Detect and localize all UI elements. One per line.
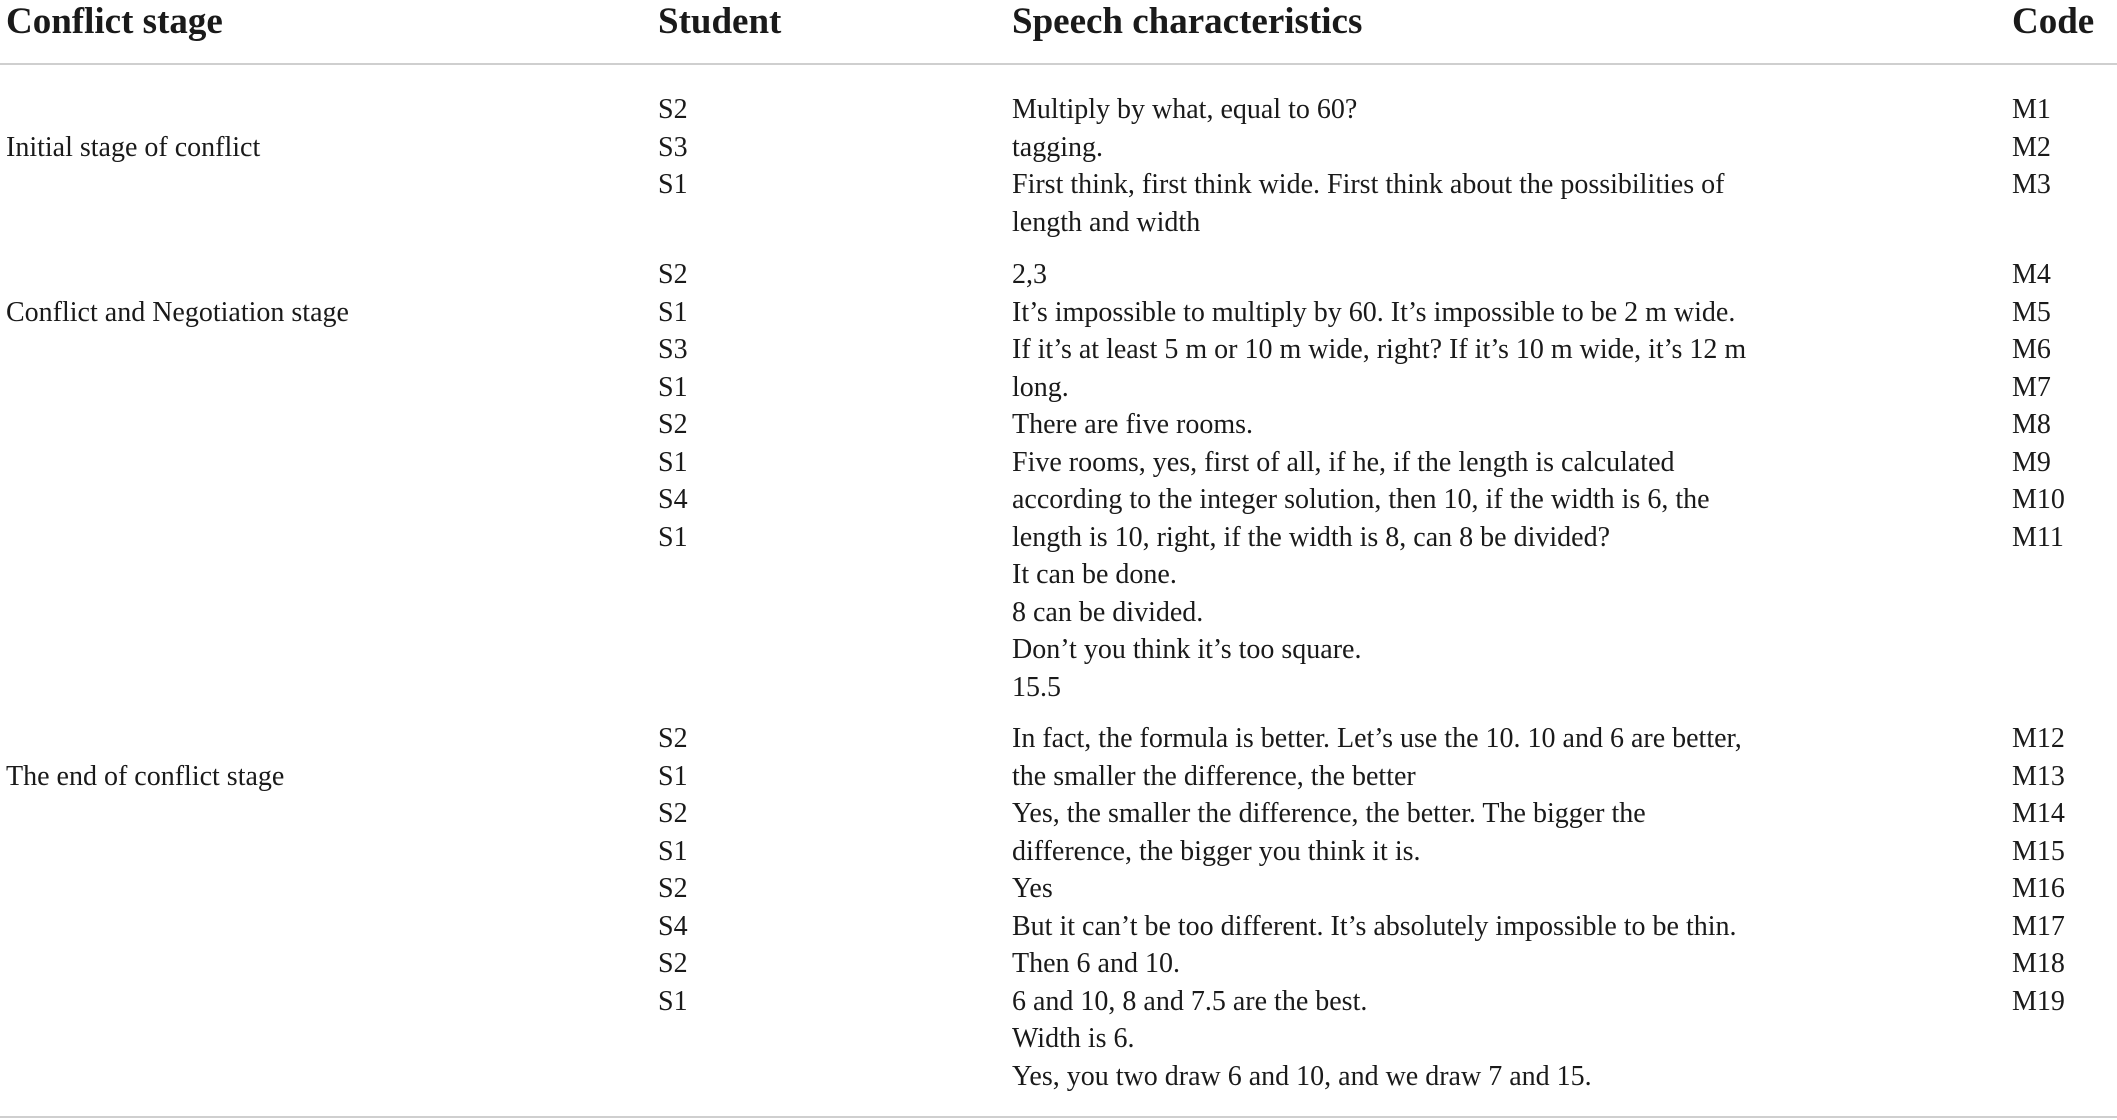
speech-line: Multiply by what, equal to 60? bbox=[1012, 94, 1358, 125]
speech-line: First think, first think wide. First think about the possibilities of bbox=[1012, 169, 1725, 200]
code-cell: M1 bbox=[2012, 94, 2051, 125]
student-cell: S3 bbox=[658, 334, 688, 365]
code-column bbox=[2012, 256, 2065, 556]
speech-line: tagging. bbox=[1012, 131, 1103, 163]
speech-line: length and width bbox=[1012, 206, 1201, 238]
student-cell: S4 bbox=[658, 910, 688, 942]
speech-line: In fact, the formula is better. Let’s use the 10. 10 and 6 are better, bbox=[1012, 723, 1742, 754]
speech-line: Yes, the smaller the difference, the better. The bigger the bbox=[1012, 798, 1646, 829]
speech-line: Yes, you two draw 6 and 10, and we draw 7 and 15. bbox=[1012, 1060, 1592, 1092]
table-bottom-rule bbox=[0, 1116, 2117, 1118]
speech-line: 2,3 bbox=[1012, 259, 1047, 290]
speech-line: If it’s at least 5 m or 10 m wide, right? If it’s 10 m wide, it’s 12 m bbox=[1012, 334, 1747, 365]
code-column bbox=[2012, 91, 2051, 204]
student-cell: S1 bbox=[658, 760, 688, 792]
student-cell: S1 bbox=[658, 446, 688, 478]
header-code: Code bbox=[2012, 1, 2095, 42]
code-cell: M19 bbox=[2012, 985, 2065, 1017]
code-cell: M4 bbox=[2012, 259, 2051, 290]
code-cell: M17 bbox=[2012, 910, 2065, 942]
speech-line: length is 10, right, if the width is 8, can 8 be divided? bbox=[1012, 521, 1611, 553]
student-cell: S2 bbox=[658, 94, 688, 125]
speech-line: 8 can be divided. bbox=[1012, 596, 1204, 628]
code-cell: M6 bbox=[2012, 334, 2051, 365]
code-cell: M14 bbox=[2012, 798, 2065, 829]
speech-line: It’s impossible to multiply by 60. It’s impossible to be 2 m wide. bbox=[1012, 296, 1736, 328]
speech-line: 6 and 10, 8 and 7.5 are the best. bbox=[1012, 985, 1368, 1017]
stage-label: Conflict and Negotiation stage bbox=[6, 296, 349, 328]
speech-line: according to the integer solution, then 10, if the width is 6, the bbox=[1012, 484, 1710, 515]
code-cell: M8 bbox=[2012, 409, 2051, 440]
header-conflict-stage: Conflict stage bbox=[6, 1, 223, 42]
speech-column bbox=[1012, 91, 1724, 241]
code-cell: M16 bbox=[2012, 873, 2065, 904]
code-column bbox=[2012, 720, 2065, 1020]
student-cell: S2 bbox=[658, 798, 688, 829]
speech-line: 15.5 bbox=[1012, 671, 1061, 703]
speech-line: But it can’t be too different. It’s absolutely impossible to be thin. bbox=[1012, 910, 1737, 942]
student-cell: S2 bbox=[658, 409, 688, 440]
speech-line: Don’t you think it’s too square. bbox=[1012, 634, 1362, 665]
stage-label: Initial stage of conflict bbox=[6, 131, 261, 163]
student-cell: S1 bbox=[658, 985, 688, 1017]
student-cell: S1 bbox=[658, 521, 688, 553]
student-cell: S4 bbox=[658, 484, 688, 515]
code-cell: M12 bbox=[2012, 723, 2065, 754]
table-header bbox=[0, 0, 2117, 64]
student-cell: S2 bbox=[658, 259, 688, 290]
speech-line: Then 6 and 10. bbox=[1012, 948, 1180, 979]
student-cell: S3 bbox=[658, 131, 688, 163]
student-column bbox=[658, 720, 688, 1020]
code-cell: M5 bbox=[2012, 296, 2051, 328]
student-cell: S2 bbox=[658, 948, 688, 979]
code-cell: M7 bbox=[2012, 371, 2051, 403]
speech-line: Five rooms, yes, first of all, if he, if the length is calculated bbox=[1012, 446, 1675, 478]
header-student: Student bbox=[658, 1, 782, 42]
student-cell: S1 bbox=[658, 835, 688, 867]
header-rule bbox=[0, 63, 2117, 65]
student-cell: S1 bbox=[658, 296, 688, 328]
code-cell: M10 bbox=[2012, 484, 2065, 515]
speech-line: long. bbox=[1012, 371, 1069, 403]
student-cell: S2 bbox=[658, 873, 688, 904]
header-speech-characteristics: Speech characteristics bbox=[1012, 1, 1363, 42]
speech-line: the smaller the difference, the better bbox=[1012, 760, 1416, 792]
speech-line: Yes bbox=[1012, 873, 1053, 904]
code-cell: M15 bbox=[2012, 835, 2065, 867]
student-column bbox=[658, 256, 688, 556]
speech-line: There are five rooms. bbox=[1012, 409, 1253, 440]
speech-line: It can be done. bbox=[1012, 559, 1177, 590]
student-cell: S1 bbox=[658, 371, 688, 403]
code-cell: M11 bbox=[2012, 521, 2064, 553]
speech-column bbox=[1012, 720, 1742, 1095]
code-cell: M3 bbox=[2012, 169, 2051, 200]
student-column bbox=[658, 91, 688, 204]
student-cell: S2 bbox=[658, 723, 688, 754]
code-cell: M2 bbox=[2012, 131, 2051, 163]
code-cell: M9 bbox=[2012, 446, 2051, 478]
speech-line: difference, the bigger you think it is. bbox=[1012, 835, 1421, 867]
student-cell: S1 bbox=[658, 169, 688, 200]
code-cell: M13 bbox=[2012, 760, 2065, 792]
code-cell: M18 bbox=[2012, 948, 2065, 979]
speech-line: Width is 6. bbox=[1012, 1023, 1135, 1054]
stage-label: The end of conflict stage bbox=[6, 760, 285, 792]
speech-column bbox=[1012, 256, 1746, 706]
